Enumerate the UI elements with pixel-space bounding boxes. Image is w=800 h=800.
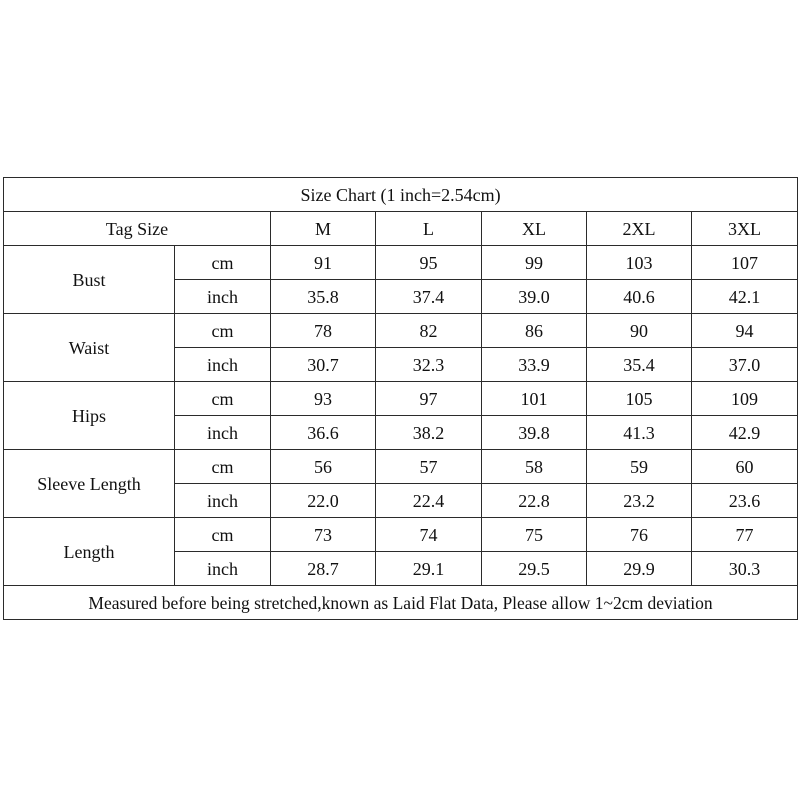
size-chart-body bbox=[4, 178, 798, 620]
measurement-row bbox=[4, 382, 798, 416]
measurement-label: Bust bbox=[4, 246, 175, 314]
measurement-value: 22.0 bbox=[271, 484, 376, 518]
measurement-value: 103 bbox=[587, 246, 692, 280]
chart-title: Size Chart (1 inch=2.54cm) bbox=[4, 178, 798, 212]
measurement-value: 99 bbox=[482, 246, 587, 280]
measurement-value: 39.0 bbox=[482, 280, 587, 314]
measurement-value: 77 bbox=[692, 518, 798, 552]
unit-label: inch bbox=[175, 416, 271, 450]
measurement-value: 95 bbox=[376, 246, 482, 280]
measurement-value: 22.4 bbox=[376, 484, 482, 518]
measurement-value: 41.3 bbox=[587, 416, 692, 450]
measurement-label: Sleeve Length bbox=[4, 450, 175, 518]
measurement-value: 33.9 bbox=[482, 348, 587, 382]
title-row bbox=[4, 178, 798, 212]
measurement-value: 60 bbox=[692, 450, 798, 484]
measurement-value: 86 bbox=[482, 314, 587, 348]
measurement-value: 29.9 bbox=[587, 552, 692, 586]
measurement-value: 32.3 bbox=[376, 348, 482, 382]
size-header: 3XL bbox=[692, 212, 798, 246]
size-header: L bbox=[376, 212, 482, 246]
measurement-value: 39.8 bbox=[482, 416, 587, 450]
measurement-value: 93 bbox=[271, 382, 376, 416]
measurement-label: Waist bbox=[4, 314, 175, 382]
unit-label: cm bbox=[175, 314, 271, 348]
measurement-value: 73 bbox=[271, 518, 376, 552]
unit-label: inch bbox=[175, 484, 271, 518]
unit-label: inch bbox=[175, 348, 271, 382]
size-header: XL bbox=[482, 212, 587, 246]
measurement-row bbox=[4, 314, 798, 348]
measurement-label: Length bbox=[4, 518, 175, 586]
measurement-value: 37.0 bbox=[692, 348, 798, 382]
measurement-value: 35.8 bbox=[271, 280, 376, 314]
measurement-value: 94 bbox=[692, 314, 798, 348]
measurement-value: 42.9 bbox=[692, 416, 798, 450]
measurement-row bbox=[4, 246, 798, 280]
measurement-value: 38.2 bbox=[376, 416, 482, 450]
size-header: 2XL bbox=[587, 212, 692, 246]
measurement-value: 36.6 bbox=[271, 416, 376, 450]
measurement-value: 23.2 bbox=[587, 484, 692, 518]
measurement-value: 22.8 bbox=[482, 484, 587, 518]
measurement-value: 74 bbox=[376, 518, 482, 552]
measurement-value: 29.1 bbox=[376, 552, 482, 586]
measurement-value: 23.6 bbox=[692, 484, 798, 518]
measurement-value: 82 bbox=[376, 314, 482, 348]
measurement-value: 78 bbox=[271, 314, 376, 348]
measurement-row bbox=[4, 518, 798, 552]
measurement-value: 35.4 bbox=[587, 348, 692, 382]
measurement-value: 42.1 bbox=[692, 280, 798, 314]
size-chart-table bbox=[3, 177, 798, 620]
unit-label: cm bbox=[175, 382, 271, 416]
measurement-value: 76 bbox=[587, 518, 692, 552]
measurement-value: 58 bbox=[482, 450, 587, 484]
measurement-value: 59 bbox=[587, 450, 692, 484]
measurement-value: 75 bbox=[482, 518, 587, 552]
measurement-value: 101 bbox=[482, 382, 587, 416]
tag-size-header: Tag Size bbox=[4, 212, 271, 246]
measurement-value: 28.7 bbox=[271, 552, 376, 586]
unit-label: inch bbox=[175, 552, 271, 586]
measurement-value: 109 bbox=[692, 382, 798, 416]
measurement-value: 30.7 bbox=[271, 348, 376, 382]
header-row bbox=[4, 212, 798, 246]
measurement-label: Hips bbox=[4, 382, 175, 450]
measurement-value: 107 bbox=[692, 246, 798, 280]
unit-label: cm bbox=[175, 246, 271, 280]
measurement-value: 105 bbox=[587, 382, 692, 416]
unit-label: cm bbox=[175, 518, 271, 552]
measurement-value: 57 bbox=[376, 450, 482, 484]
footer-note: Measured before being stretched,known as Laid Flat Data, Please allow 1~2cm deviation bbox=[4, 586, 798, 620]
measurement-value: 97 bbox=[376, 382, 482, 416]
footer-row bbox=[4, 586, 798, 620]
size-header: M bbox=[271, 212, 376, 246]
measurement-value: 29.5 bbox=[482, 552, 587, 586]
measurement-value: 30.3 bbox=[692, 552, 798, 586]
unit-label: cm bbox=[175, 450, 271, 484]
measurement-value: 56 bbox=[271, 450, 376, 484]
unit-label: inch bbox=[175, 280, 271, 314]
measurement-row bbox=[4, 450, 798, 484]
measurement-value: 37.4 bbox=[376, 280, 482, 314]
measurement-value: 90 bbox=[587, 314, 692, 348]
measurement-value: 40.6 bbox=[587, 280, 692, 314]
measurement-value: 91 bbox=[271, 246, 376, 280]
